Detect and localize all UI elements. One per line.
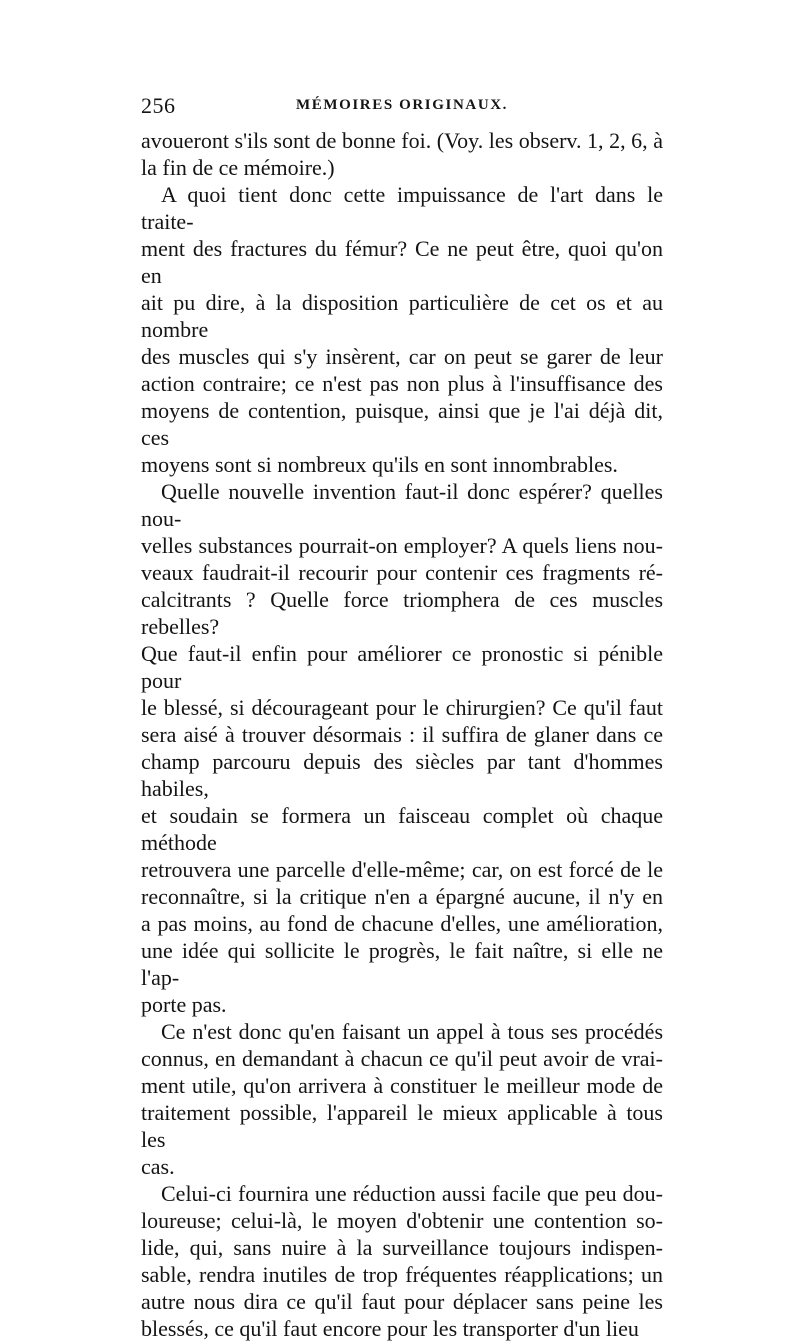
text-line: moyens de contention, puisque, ainsi que je l'ai déjà dit, ces bbox=[141, 398, 663, 450]
page-number: 256 bbox=[141, 93, 176, 118]
text-line: action contraire; ce n'est pas non plus à l'insuffisance des bbox=[141, 371, 663, 396]
paragraph bbox=[141, 1180, 663, 1342]
text-line: autre nous dira ce qu'il faut pour déplacer sans peine les bbox=[141, 1289, 663, 1314]
text-line: avoueront s'ils sont de bonne foi. (Voy. les observ. 1, 2, 6, à bbox=[141, 128, 663, 153]
text-line: champ parcouru depuis des siècles par tant d'hommes habiles, bbox=[141, 749, 663, 801]
running-title: MÉMOIRES ORIGINAUX. bbox=[295, 97, 509, 113]
text-line: A quoi tient donc cette impuissance de l'art dans le traite- bbox=[141, 182, 663, 234]
text-line: calcitrants ? Quelle force triomphera de ces muscles rebelles? bbox=[141, 587, 663, 639]
text-line: lide, qui, sans nuire à la surveillance toujours indispen- bbox=[141, 1235, 663, 1260]
text-line: sable, rendra inutiles de trop fréquentes réapplications; un bbox=[141, 1262, 663, 1287]
text-line: une idée qui sollicite le progrès, le fait naître, si elle ne l'ap- bbox=[141, 938, 663, 990]
text-line: sera aisé à trouver désormais : il suffira de glaner dans ce bbox=[141, 722, 663, 747]
body-text bbox=[141, 127, 663, 1342]
text-line: des muscles qui s'y insèrent, car on peut se garer de leur bbox=[141, 344, 663, 369]
text-line: ait pu dire, à la disposition particulière de cet os et au nombre bbox=[141, 290, 663, 342]
text-line: Quelle nouvelle invention faut-il donc espérer? quelles nou- bbox=[141, 479, 663, 531]
text-line: porte pas. bbox=[141, 992, 227, 1017]
text-line: ment utile, qu'on arrivera à constituer le meilleur mode de bbox=[141, 1073, 663, 1098]
text-line: traitement possible, l'appareil le mieux applicable à tous les bbox=[141, 1100, 663, 1152]
paragraph bbox=[141, 1018, 663, 1180]
text-line: veaux faudrait-il recourir pour contenir ces fragments ré- bbox=[141, 560, 663, 585]
text-line: reconnaître, si la critique n'en a épargné aucune, il n'y en bbox=[141, 884, 663, 909]
text-line: Ce n'est donc qu'en faisant un appel à tous ses procédés bbox=[161, 1019, 663, 1044]
paragraph bbox=[141, 181, 663, 478]
text-line: la fin de ce mémoire.) bbox=[141, 155, 335, 180]
running-header bbox=[141, 93, 663, 121]
text-line: loureuse; celui-là, le moyen d'obtenir une contention so- bbox=[141, 1208, 663, 1233]
text-line: et soudain se formera un faisceau complet où chaque méthode bbox=[141, 803, 663, 855]
text-line: ment des fractures du fémur? Ce ne peut être, quoi qu'on en bbox=[141, 236, 663, 288]
text-line: connus, en demandant à chacun ce qu'il peut avoir de vrai- bbox=[141, 1046, 663, 1071]
text-line: cas. bbox=[141, 1154, 175, 1179]
text-line: blessés, ce qu'il faut encore pour les transporter d'un lieu bbox=[141, 1316, 639, 1341]
paragraph bbox=[141, 478, 663, 1018]
paragraph bbox=[141, 127, 663, 181]
text-line: moyens sont si nombreux qu'ils en sont innombrables. bbox=[141, 452, 618, 477]
text-line: velles substances pourrait-on employer? A quels liens nou- bbox=[141, 533, 663, 558]
text-line: retrouvera une parcelle d'elle-même; car, on est forcé de le bbox=[141, 857, 663, 882]
text-line: Que faut-il enfin pour améliorer ce pronostic si pénible pour bbox=[141, 641, 663, 693]
text-line: a pas moins, au fond de chacune d'elles, une amélioration, bbox=[141, 911, 663, 936]
text-line: le blessé, si décourageant pour le chirurgien? Ce qu'il faut bbox=[141, 695, 663, 720]
text-line: Celui-ci fournira une réduction aussi facile que peu dou- bbox=[161, 1181, 663, 1206]
